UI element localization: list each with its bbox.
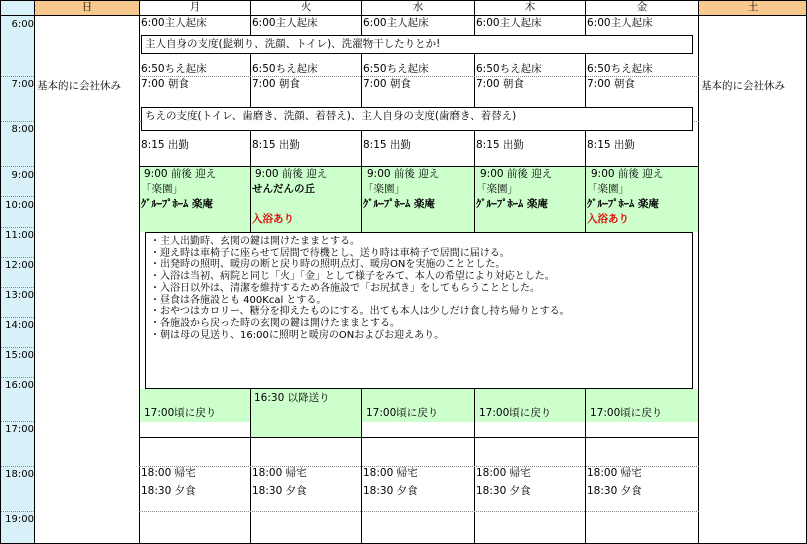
notes-box	[145, 232, 693, 389]
wake-owner-thu: 6:00主人起床	[476, 17, 542, 29]
day-header-sun: 日	[81, 1, 93, 13]
home-mon: 18:00 帰宅	[141, 467, 196, 479]
breakfast-thu: 7:00 朝食	[476, 78, 524, 90]
wake-owner-fri: 6:00主人起床	[587, 17, 653, 29]
home-wed: 18:00 帰宅	[363, 467, 418, 479]
time-label: 6:00	[11, 19, 34, 30]
owner-prep-box	[141, 35, 693, 54]
facility-a2-wed: ｸﾞﾙｰﾌﾟﾎｰﾑ 楽庵	[363, 198, 435, 210]
time-label: 10:00	[5, 200, 34, 211]
pickup-mon: 9:00 前後 迎え	[144, 168, 217, 180]
owner-prep-text: 主人自身の支度(髭剃り、洗顔、トイレ)、洗濯物干したりとか!	[145, 38, 441, 50]
facility-a-thu: 「楽園」	[476, 183, 518, 195]
facility-b-tue: せんだんの丘	[252, 183, 315, 195]
leave-mon: 8:15 出勤	[141, 139, 189, 151]
pickup-thu: 9:00 前後 迎え	[480, 168, 553, 180]
note-line: ・昼食は各施設とも 400Kcal とする。	[150, 294, 327, 306]
return-tue: 16:30 以降送り	[254, 392, 330, 404]
note-line: ・主人出勤時、玄関の鍵は開けたままとする。	[150, 236, 360, 247]
day-header-wed: 水	[412, 1, 424, 13]
facility-a2-thu: ｸﾞﾙｰﾌﾟﾎｰﾑ 楽庵	[476, 198, 548, 210]
chie-prep-box	[141, 107, 693, 131]
note-line: ・おやつはカロリー、糖分を抑えたものにする。出ても本人は少しだけ食し持ち帰りとする。	[150, 306, 570, 318]
leave-thu: 8:15 出勤	[476, 139, 524, 151]
note-line: ・入浴は当初、病院と同じ「火」「金」として様子をみて、本人の希望により対応とした。	[150, 271, 555, 283]
note-line: ・出発時の照明、暖房の断と戻り時の照明点灯、暖房ONを実施のこととした。	[150, 259, 506, 271]
wake-owner-tue: 6:00主人起床	[252, 17, 318, 29]
leave-fri: 8:15 出勤	[587, 139, 635, 151]
wake-owner-mon: 6:00主人起床	[141, 17, 207, 29]
wake-chie-tue: 6:50ちえ起床	[252, 63, 318, 75]
breakfast-fri: 7:00 朝食	[587, 78, 635, 90]
time-label: 7:00	[11, 79, 34, 90]
wake-owner-wed: 6:00主人起床	[363, 17, 429, 29]
leave-wed: 8:15 出勤	[363, 139, 411, 151]
time-label: 15:00	[5, 350, 34, 361]
facility-a-fri: 「楽園」	[587, 183, 629, 195]
bath-tue: 入浴あり	[252, 213, 294, 225]
facility-a2-mon: ｸﾞﾙｰﾌﾟﾎｰﾑ 楽庵	[141, 198, 213, 210]
breakfast-mon: 7:00 朝食	[141, 78, 189, 90]
dinner-thu: 18:30 夕食	[476, 485, 531, 497]
wake-chie-fri: 6:50ちえ起床	[587, 63, 653, 75]
breakfast-tue: 7:00 朝食	[252, 78, 300, 90]
time-label: 18:00	[5, 469, 34, 480]
facility-a2-fri: ｸﾞﾙｰﾌﾟﾎｰﾑ 楽庵	[587, 198, 659, 210]
saturday-note: 基本的に会社休み	[701, 80, 785, 92]
return-thu: 17:00頃に戻り	[479, 407, 552, 419]
time-label: 11:00	[5, 230, 34, 241]
note-line: ・入浴日以外は、清潔を維持するため各施設で「お尻拭き」をしてもらうこととした。	[150, 282, 540, 294]
facility-a-mon: 「楽園」	[141, 183, 183, 195]
time-label: 14:00	[5, 320, 34, 331]
dinner-wed: 18:30 夕食	[363, 485, 418, 497]
time-label: 16:00	[5, 380, 34, 391]
wake-chie-thu: 6:50ちえ起床	[476, 63, 542, 75]
leave-tue: 8:15 出勤	[252, 139, 300, 151]
pickup-fri: 9:00 前後 迎え	[591, 168, 664, 180]
time-label: 17:00	[5, 424, 34, 435]
pickup-wed: 9:00 前後 迎え	[367, 168, 440, 180]
return-wed: 17:00頃に戻り	[366, 407, 439, 419]
return-mon: 17:00頃に戻り	[144, 407, 217, 419]
home-fri: 18:00 帰宅	[587, 467, 642, 479]
time-label: 9:00	[11, 170, 34, 181]
bath-fri: 入浴あり	[587, 213, 629, 225]
time-column-fill	[1, 16, 34, 544]
day-header-tue: 火	[300, 1, 312, 13]
wake-chie-wed: 6:50ちえ起床	[363, 63, 429, 75]
dinner-mon: 18:30 夕食	[141, 485, 196, 497]
dinner-tue: 18:30 夕食	[252, 485, 307, 497]
note-line: ・朝は母の見送り、16:00に照明と暖房のONおよびお迎えあり。	[150, 329, 445, 341]
wake-chie-mon: 6:50ちえ起床	[141, 63, 207, 75]
day-header-mon: 月	[189, 1, 201, 13]
corner-cell	[1, 0, 34, 15]
note-line: ・各施設から戻った時の玄関の鍵は開けたままとする。	[150, 317, 400, 329]
time-label: 12:00	[5, 260, 34, 271]
facility-a-wed: 「楽園」	[363, 183, 405, 195]
day-header-sat: 土	[747, 1, 759, 13]
home-tue: 18:00 帰宅	[252, 467, 307, 479]
dinner-fri: 18:30 夕食	[587, 485, 642, 497]
breakfast-wed: 7:00 朝食	[363, 78, 411, 90]
time-label: 13:00	[5, 290, 34, 301]
sunday-note: 基本的に会社休み	[37, 80, 121, 92]
return-fri: 17:00頃に戻り	[590, 407, 663, 419]
note-line: ・迎え時は車椅子に座らせて居間で待機とし、送り時は車椅子で居間に届ける。	[150, 247, 510, 259]
time-label: 19:00	[5, 514, 34, 525]
pickup-tue: 9:00 前後 迎え	[255, 168, 328, 180]
day-header-fri: 金	[636, 1, 648, 13]
day-header-thu: 木	[524, 1, 536, 13]
home-thu: 18:00 帰宅	[476, 467, 531, 479]
time-label: 8:00	[11, 124, 34, 135]
chie-prep-text: ちえの支度(トイレ、歯磨き、洗顔、着替え)、主人自身の支度(歯磨き、着替え)	[145, 110, 517, 122]
